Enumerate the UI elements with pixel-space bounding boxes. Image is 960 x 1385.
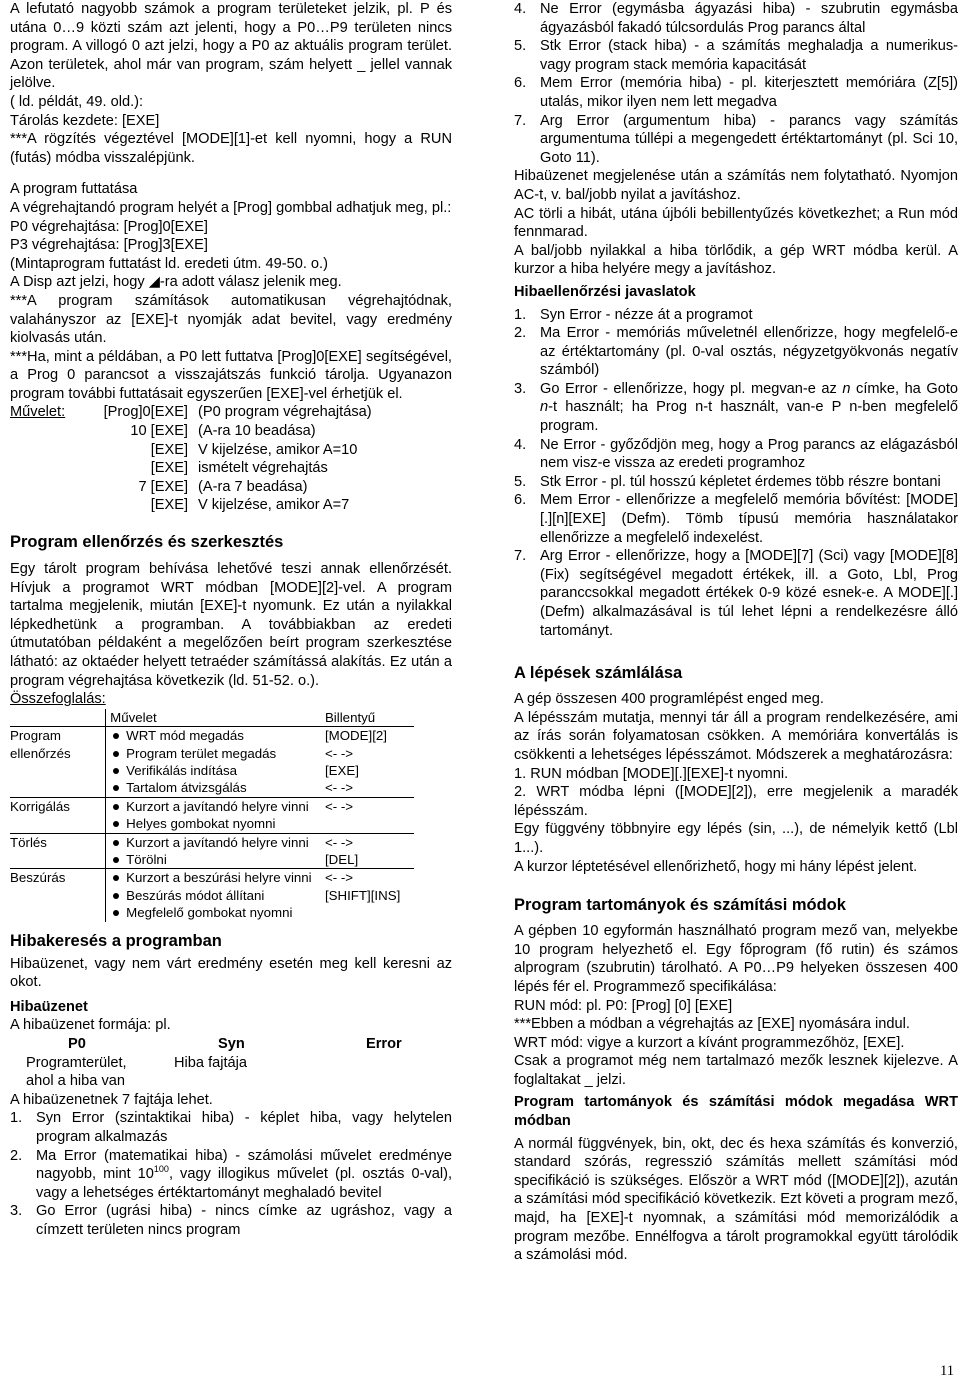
summary-head-op: Művelet	[106, 709, 321, 727]
msg-syn: Syn	[218, 1036, 245, 1053]
list-number: 1.	[10, 1110, 23, 1127]
run-line-3: P3 végrehajtása: [Prog]3[EXE]	[10, 237, 208, 254]
list-text: címke, ha Goto	[850, 380, 958, 397]
debug-title: Hibakeresés a programban	[10, 931, 222, 950]
edit-title: Program ellenőrzés és szerkesztés	[10, 533, 284, 552]
msg-title: Hibaüzenet	[10, 998, 88, 1015]
list-text: Mem Error - ellenőrizze a megfelelő memória bővítést: [MODE][.][n][EXE] (Defm). Tömb típusú memória használatakor ellenőrizze a megfelelő indexelést.	[540, 492, 958, 546]
msg-format-desc	[10, 1054, 452, 1091]
summary-item: Program terület megadás	[110, 745, 321, 762]
list-number: 3.	[514, 380, 527, 397]
msg-area: P0	[68, 1036, 86, 1053]
op-desc: V kijelzése, amikor A=7	[198, 497, 350, 514]
intro-reference: ( ld. példát, 49. old.):	[10, 93, 144, 110]
summary-key: <- ->	[324, 745, 354, 761]
areas-line-1: A gépben 10 egyformán használható program mező van, melyekbe 10 program helyezhető el. Egy főprogram (fő rutin) és számos alprogram (szubrutin) tárolható. A P0…P9 helyeken összesen 400 lépés fér el. Programmező specifikálása:	[514, 923, 958, 995]
summary-group-name: Beszúrás	[10, 869, 106, 922]
list-text: Ma Error (matematikai hiba) - számolási művelet eredménye nagyobb, mint 10	[36, 1147, 452, 1183]
store-start: Tárolás kezdete: [EXE]	[10, 112, 160, 129]
list-number: 1.	[514, 306, 527, 323]
op-key: [EXE]	[150, 441, 188, 458]
list-item	[514, 74, 958, 111]
run-line-6: ***A program számítások automatikusan végrehajtódnak, valahányszor az [EXE]-t nyomják adat bevitel, vagy eredmény kiolvasás után.	[10, 292, 452, 347]
list-number: 7.	[514, 548, 527, 565]
msg-area-desc: Programterület, ahol a hiba van	[26, 1054, 127, 1090]
areas-title: Program tartományok és számítási módok	[514, 896, 846, 915]
tips-list	[514, 306, 958, 641]
list-text: Syn Error - nézze át a programot	[540, 306, 753, 323]
list-number: 4.	[514, 1, 527, 17]
summary-item: Verifikálás indítása	[110, 762, 321, 779]
summary-group-name: Törlés	[10, 833, 106, 869]
op-desc: (A-ra 10 beadása)	[198, 423, 316, 440]
summary-key: <- ->	[324, 780, 354, 796]
list-text: Mem Error (memória hiba) - pl. kiterjesztett memóriára (Z[5]) utalás, mikor ilyen nem lett megadva	[540, 75, 958, 110]
error-list	[10, 1109, 452, 1239]
summary-key: <- ->	[324, 834, 354, 850]
italic-n: n	[842, 380, 851, 397]
list-number: 2.	[514, 325, 527, 342]
list-text: Stk Error (stack hiba) - a számítás meghaladja a numerikus- vagy program stack memória kapacitását	[540, 38, 958, 73]
steps-line-6: A kurzor léptetésével ellenőrizhető, hogy mi hány lépést jelent.	[514, 858, 918, 875]
summary-key: [SHIFT][INS]	[324, 887, 401, 903]
run-line-7: ***Ha, mint a példában, a P0 lett futtatva [Prog]0[EXE] segítségével, a Prog 0 parancsot a visszajátszás funkció tárolja. Ugyanazon program további futtatásait egyszerűen [EXE]-vel érhetjük el.	[10, 348, 452, 402]
list-number: 5.	[514, 38, 527, 55]
store-note: ***A rögzítés végeztével [MODE][1]-et kell nyomni, hogy a RUN (futás) módba visszalépjünk.	[10, 131, 452, 166]
italic-n: n	[540, 399, 549, 416]
msg-error: Error	[366, 1036, 402, 1053]
list-item	[514, 306, 958, 325]
error-list-continued	[514, 0, 958, 167]
list-number: 5.	[514, 473, 527, 490]
summary-key: <- ->	[324, 798, 354, 814]
list-text: Arg Error (argumentum hiba) - parancs vagy számítás argumentuma túllépi a megengedett értéktartományt (pl. Sci 10, Goto 11).	[540, 112, 958, 166]
op-key: [Prog]0[EXE]	[103, 404, 188, 421]
list-number: 4.	[514, 436, 527, 453]
areas-line-5: Csak a programot még nem tartalmazó mezők lesznek kijelezve. A foglaltakat _ jelzi.	[514, 1053, 958, 1088]
summary-group-name: Korrigálás	[10, 797, 106, 833]
op-key: [EXE]	[150, 460, 188, 477]
summary-head-key: Billentyű	[321, 709, 414, 727]
op-desc: (P0 program végrehajtása)	[198, 404, 372, 421]
summary-key: [EXE]	[324, 763, 359, 778]
wrt-text: A normál függvények, bin, okt, dec és hexa számítás és konverzió, standard szórás, regresszió számítás mellett számítási mód specifikáció is szükséges. Először a WRT mód ([MODE][2]), azután a számítási mód specifikáció következik. Ezt követi a program mező, majd, ha [EXE]-t nyomnak, a számítási mód memorizálódik a program mezőbe. Ennélfogva a tárolt programokkal együtt tárolódik a számolási mód.	[514, 1135, 958, 1264]
edit-text: Egy tárolt program behívása lehetővé teszi annak ellenőrzését. Hívjuk a programot WRT módban [MODE][2]-vel. A program tartalma megjelenik, miután [EXE]-t nyomunk. Ez után a nyilakkal lépkedhetünk a programban. A továbbiakban az eredeti útmutatóban példaként a megelőzően beírt program szerkesztése látható: az oktaéder helyett tetraéder számítássá alakítás. Ez után a program végrehajtása következik (ld. 51-52. o.).	[10, 561, 452, 689]
list-text: -t használt; ha Prog n-t használt, van-e P n-ben megfelelő program.	[540, 399, 958, 435]
list-item	[514, 436, 958, 473]
op-key: 10 [EXE]	[130, 423, 188, 440]
steps-line-5: Egy függvény többnyire egy lépés (sin, ...), de némelyik kettő (Lbl 1...).	[514, 821, 958, 856]
run-line-2: P0 végrehajtása: [Prog]0[EXE]	[10, 218, 208, 235]
areas-line-4: WRT mód: vigye a kurzort a kívánt programmezőhöz, [EXE].	[514, 1034, 905, 1051]
after-line-1: Hibaüzenet megjelenése után a számítás nem folytatható. Nyomjon AC-t, v. bal/jobb nyilat a javításhoz.	[514, 168, 958, 203]
list-text: , vagy illogikus művelet (pl. osztás 0-val), vagy a lehetséges értéktartományt meghaladó bevitel	[36, 1166, 453, 1201]
list-item	[514, 112, 958, 168]
op-desc: V kijelzése, amikor A=10	[198, 441, 358, 458]
wrt-title: Program tartományok és számítási módok megadása WRT módban	[514, 1094, 958, 1130]
list-text: Stk Error - pl. túl hosszú képletet érdemes több részre bontani	[540, 473, 941, 490]
msg-type-desc: Hiba fajtája	[174, 1054, 248, 1071]
summary-key: <- ->	[324, 870, 354, 886]
debug-text: Hibaüzenet, vagy nem várt eredmény esetén meg kell keresni az okot.	[10, 955, 452, 991]
list-text: Arg Error - ellenőrizze, hogy a [MODE][7] (Sci) vagy [MODE][8] (Fix) segítségével megadott értékek, ill. a Goto, Lbl, Prog paranccsokkal megadott értékek 0-9 közé esnek-e. A MODE][.] (Defm) alkalmazásával is túl lehet lépni a rendelkezésre álló tartományt.	[540, 548, 958, 639]
steps-line-4: 2. WRT módba lépni ([MODE][2]), erre megjelenik a maradék lépésszám.	[514, 784, 958, 819]
list-item	[514, 37, 958, 74]
intro-paragraph: A lefutató nagyobb számok a program területeket jelzik, pl. P és utána 0…9 közti szám azt jelenti, hogy a P0…P9 területen nincs program. A villogó 0 azt jelzi, hogy a P0 az aktuális program terület. Azon területek, ahol már van program, szám helyett _ jellel vannak jelölve.	[10, 1, 452, 92]
summary-item: Megfelelő gombokat nyomni	[110, 904, 321, 921]
list-text: Syn Error (szintaktikai hiba) - képlet hiba, vagy helytelen program alkalmazás	[36, 1110, 452, 1145]
summary-key: [MODE][2]	[324, 728, 388, 744]
steps-line-2: A lépésszám mutatja, mennyi tár áll a program rendelkezésére, ami az írás során folyamatosan csökken. A memóriára konvertálás is csökkenti a lehetséges lépésszámot. Módszerek a meghatározásra:	[514, 709, 958, 763]
list-text: Ma Error - memóriás műveletnél ellenőrizze, hogy megfelelő-e az értéktartomány (pl. 0-val osztás, négyzetgyökvonás negatív számból)	[540, 325, 958, 379]
summary-row	[10, 727, 414, 798]
summary-item: Törölni	[110, 851, 321, 868]
exponent: 100	[153, 1164, 169, 1175]
run-line-5: A Disp azt jelzi, hogy ◢-ra adott válasz jelenik meg.	[10, 274, 342, 291]
page-number: 11	[939, 1363, 954, 1380]
areas-line-2: RUN mód: pl. P0: [Prog] [0] [EXE]	[514, 997, 733, 1014]
summary-row	[10, 833, 414, 869]
areas-line-3: ***Ebben a módban a végrehajtás az [EXE] nyomására indul.	[514, 1016, 910, 1033]
steps-title: A lépések számlálása	[514, 664, 683, 683]
summary-label: Összefoglalás:	[10, 691, 106, 708]
list-text: Ne Error - győződjön meg, hogy a Prog parancs az elágazásból nem visz-e vissza az eredeti programhoz	[540, 436, 958, 472]
summary-item: Kurzort a javítandó helyre vinni	[110, 834, 321, 851]
steps-line-1: A gép összesen 400 programlépést enged meg.	[514, 691, 824, 708]
op-key: [EXE]	[150, 497, 188, 514]
list-item	[514, 473, 958, 492]
list-item	[514, 0, 958, 37]
op-desc: (A-ra 7 beadása)	[198, 478, 308, 495]
summary-item: Tartalom átvizsgálás	[110, 779, 321, 796]
steps-line-3: 1. RUN módban [MODE][.][EXE]-t nyomni.	[514, 765, 789, 782]
list-item	[10, 1202, 452, 1239]
list-item	[514, 547, 958, 640]
run-line-1: A végrehajtandó program helyét a [Prog] gombbal adhatjuk meg, pl.:	[10, 199, 452, 216]
list-item	[514, 380, 958, 436]
tips-title: Hibaellenőrzési javaslatok	[514, 283, 696, 300]
right-column	[514, 0, 958, 1265]
summary-row	[10, 797, 414, 833]
summary-row	[10, 869, 414, 922]
summary-group-name: Program ellenőrzés	[10, 727, 106, 798]
list-item	[514, 324, 958, 380]
list-text: Go Error - ellenőrizze, hogy pl. megvan-e az	[540, 380, 843, 397]
list-text: Go Error (ugrási hiba) - nincs címke az ugráshoz, vagy a címzett területen nincs program	[36, 1203, 452, 1238]
list-number: 2.	[10, 1147, 23, 1164]
run-line-4: (Mintaprogram futtatást ld. eredeti útm. 49-50. o.)	[10, 255, 328, 272]
summary-item: Kurzort a beszúrási helyre vinni	[110, 869, 321, 886]
op-key: 7 [EXE]	[138, 478, 188, 495]
summary-item: WRT mód megadás	[110, 727, 321, 744]
msg-form: A hibaüzenet formája: pl.	[10, 1017, 171, 1034]
list-item	[514, 491, 958, 547]
list-number: 6.	[514, 492, 527, 509]
summary-table	[10, 709, 414, 922]
summary-item: Helyes gombokat nyomni	[110, 815, 321, 832]
list-text: Ne Error (egymásba ágyazási hiba) - szubrutin egymásba ágyazásból fakadó túlcsordulás Prog parancs által	[540, 1, 958, 36]
list-item	[10, 1109, 452, 1146]
msg-format	[10, 1035, 452, 1054]
list-item	[10, 1147, 452, 1203]
ops-label: Művelet:	[10, 404, 66, 421]
msg-count: A hibaüzenetnek 7 fajtája lehet.	[10, 1091, 213, 1108]
list-number: 7.	[514, 112, 527, 129]
operation-example	[10, 403, 452, 515]
op-desc: ismételt végrehajtás	[198, 460, 328, 477]
left-column	[10, 0, 452, 1240]
after-line-3: A bal/jobb nyilakkal a hiba törlődik, a gép WRT módba kerül. A kurzor a hiba helyére megy a javításhoz.	[514, 242, 958, 278]
summary-item: Beszúrás módot állítani	[110, 887, 321, 904]
run-title: A program futtatása	[10, 181, 138, 198]
summary-item: Kurzort a javítandó helyre vinni	[110, 798, 321, 815]
after-line-2: AC törli a hibát, utána újbóli bebillentyűzés következhet; a Run mód fennmarad.	[514, 205, 958, 241]
list-number: 6.	[514, 75, 527, 92]
list-number: 3.	[10, 1203, 23, 1220]
summary-key: [DEL]	[324, 852, 359, 868]
